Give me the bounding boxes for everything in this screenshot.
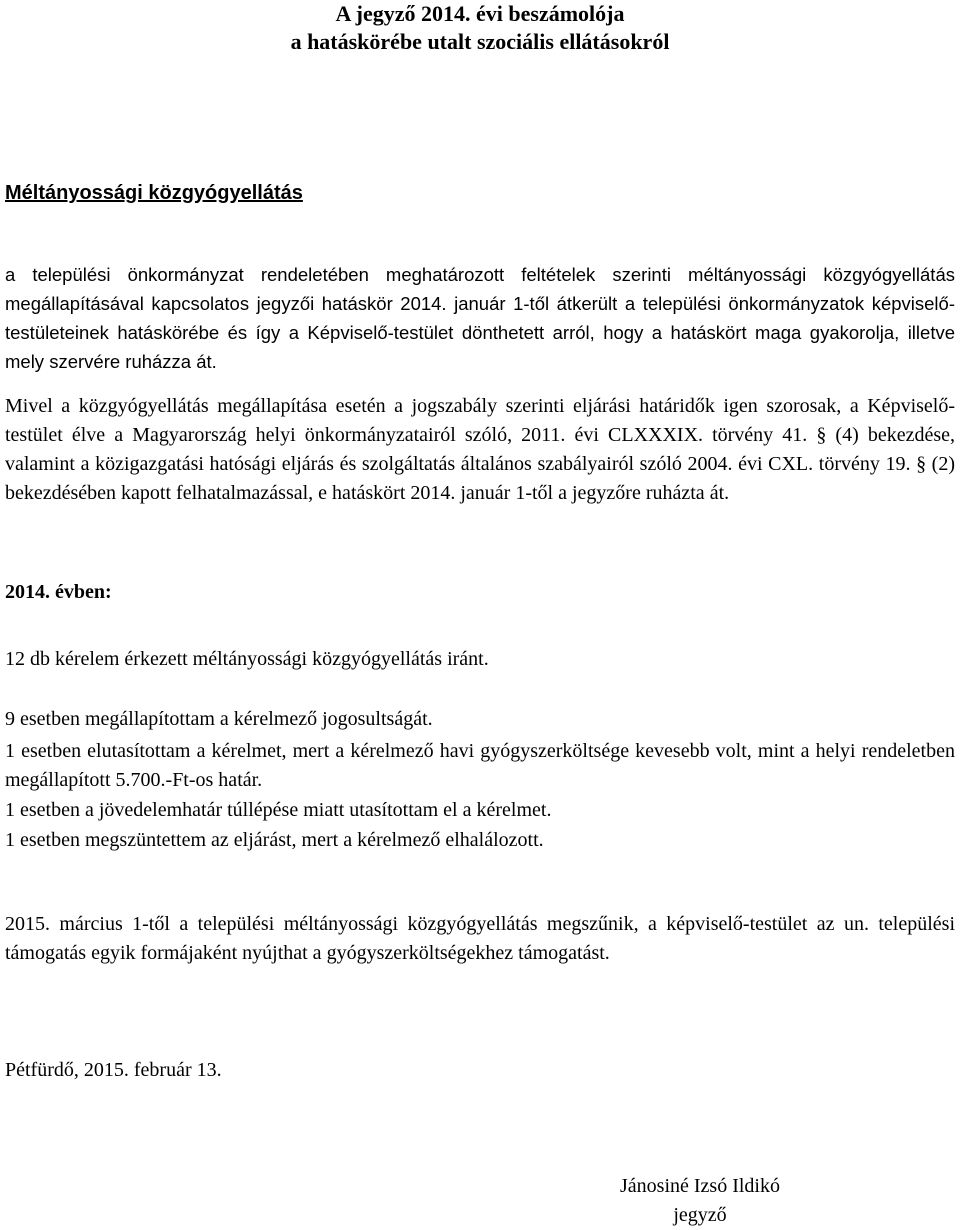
section-heading: Méltányossági közgyógyellátás [5,182,303,204]
intro-paragraph: a települési önkormányzat rendeletében meghatározott feltételek szerinti méltányossági közgyógyellátás megállapításával kapcsolatos jegyzői hatáskör 2014. január 1-től átkerült a települési önkormányzatok képviselő-testületeinek hatáskörébe és így a Képviselő-testület dönthetett arról, hogy a hatáskört maga gyakorolja, illetve mely szervére ruházza át. [5,264,955,372]
signer-title: jegyző [673,1204,727,1226]
stat-terminated: 1 esetben megszüntettem az eljárást, mert a kérelmező elhalálozott. [5,829,544,851]
document-title-line-1: A jegyző 2014. évi beszámolója [335,1,625,26]
paragraph-2015: 2015. március 1-től a települési méltányossági közgyógyellátás megszűnik, a képviselő-testület az un. települési támogatás egyik formájaként nyújthat a gyógyszerköltségekhez támogatást. [5,913,955,964]
stat-approved: 9 esetben megállapítottam a kérelmező jogosultságát. [5,708,433,730]
legal-basis-paragraph: Mivel a közgyógyellátás megállapítása esetén a jogszabály szerinti eljárási határidők igen szorosak, a Képviselő-testület élve a Magyarország helyi önkormányzatairól szóló, 2011. évi CLXXXIX. törvény 41. § (4) bekezdése, valamint a közigazgatási hatósági eljárás és szolgáltatás általános szabályairól szóló 2004. évi CXL. törvény 19. § (2) bekezdésében kapott felhatalmazással, e hatáskört 2014. január 1-től a jegyzőre ruházta át. [5,395,955,504]
place-and-date: Pétfürdő, 2015. február 13. [5,1059,222,1081]
year-heading: 2014. évben: [5,581,112,603]
stat-rejected-income: 1 esetben a jövedelemhatár túllépése miatt utasítottam el a kérelmet. [5,799,552,821]
stat-rejected-cost: 1 esetben elutasítottam a kérelmet, mert a kérelmező havi gyógyszerköltsége kevesebb volt, mint a helyi rendeletben megállapított 5.700.-Ft-os határ. [5,740,955,791]
signer-name: Jánosiné Izsó Ildikó [620,1175,780,1197]
stat-requests: 12 db kérelem érkezett méltányossági közgyógyellátás iránt. [5,648,489,670]
document-title-line-2: a hatáskörébe utalt szociális ellátásokról [290,29,670,54]
